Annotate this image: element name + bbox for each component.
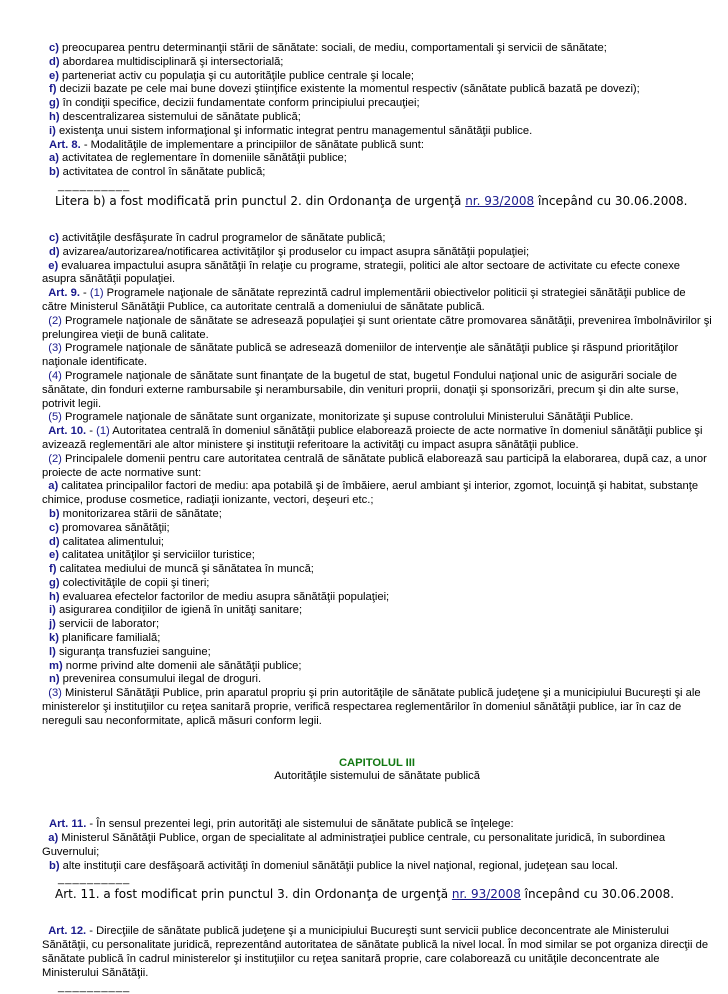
article-9-paragraph-3: (3) Programele naţionale de sănătate publică se adresează domeniilor de intervenţie ale sănătăţii publice şi răspund priorităţilor naţionale identificate. <box>42 342 679 369</box>
list-item: d) avizarea/autorizarea/notificarea activităţilor şi produselor cu impact asupra sănătăţii populaţiei; <box>49 245 530 258</box>
list-item: i) asigurarea condiţiilor de igienă în unităţi sanitare; <box>49 604 303 617</box>
chapter-subtitle: Autorităţile sistemului de sănătate publică <box>274 770 480 783</box>
article-9-paragraph-5: (5) Programele naţionale de sănătate sunt organizate, monitorizate şi supuse controlului Ministerului Sănătăţii Publice. <box>48 411 634 424</box>
list-item: e) parteneriat activ cu populaţia şi cu autorităţile publice centrale şi locale; <box>49 69 415 82</box>
list-item: g) colectivităţile de copii şi tineri; <box>49 576 210 589</box>
list-item: c) promovarea sănătăţii; <box>49 521 170 534</box>
article-9-paragraph-2: (2) Programele naţionale de sănătate se adresează populaţiei şi sunt orientate către promovarea sănătăţii, prevenirea îmbolnăvirilor şi prelungirea vieţii de bună calitate. <box>42 314 712 341</box>
list-item: g) în condiţii specifice, decizii fundamentate conform principiului precauţiei; <box>49 97 420 110</box>
list-item: c) preocuparea pentru determinanţii stării de sănătate: sociali, de mediu, comportamentali şi servicii de sănătate; <box>49 42 607 54</box>
list-item: a) calitatea principalilor factori de mediu: apa potabilă şi de îmbăiere, aerul ambiant şi interior, zgomot, locuinţă şi habitat, substanţe chimice, produse cosmetice, radiaţii ionizante, vectori, deşeuri etc.; <box>42 480 699 507</box>
list-item: n) prevenirea consumului ilegal de droguri. <box>49 673 262 686</box>
list-item: i) existenţa unui sistem informaţional şi informatic integrat pentru managementul sănătăţii publice. <box>49 124 533 137</box>
principles-list <box>42 42 712 139</box>
list-item: h) evaluarea efectelor factorilor de mediu asupra sănătăţii populaţiei; <box>49 590 390 603</box>
document-page <box>42 42 712 994</box>
article-9-paragraph-4: (4) Programele naţionale de sănătate sunt finanţate de la bugetul de stat, bugetul Fondului naţional unic de asigurări sociale de sănătate, din fonduri externe rambursabile şi nerambursabile, din venituri proprii, donaţii şi sponsorizări, precum şi din alte surse, potrivit legii. <box>42 369 679 410</box>
list-item: c) activităţile desfăşurate în cadrul programelor de sănătate publică; <box>49 231 386 244</box>
article-10-paragraph-3: (3) Ministerul Sănătăţii Publice, prin aparatul propriu şi prin autorităţile de sănătate publică judeţene şi a municipiului Bucureşti şi ale ministerelor şi instituţiilor cu reţea sanitară proprie, verifică respectarea reglementărilor în domeniul sănătăţii publice, iar în caz de nereguli sau neconformitate, aplică măsuri conform legii. <box>42 687 701 727</box>
list-item: m) norme privind alte domenii ale sănătăţii publice; <box>49 659 302 672</box>
list-item: b) alte instituţii care desfăşoară activităţi în domeniul sănătăţii publice la nivel naţional, regional, judeţean sau local. <box>49 859 619 872</box>
list-item: a) activitatea de reglementare în domeniile sănătăţii publice; <box>49 152 347 165</box>
article-10-paragraph-1: Art. 10. - (1) Autoritatea centrală în domeniul sănătăţii publice elaborează proiecte de acte normative în domeniul sănătăţii publice şi avizează reglementări ale altor ministere şi instituţii referitoare la activităţi cu impact asupra sănătăţii publice. <box>42 425 703 451</box>
amendment-note: Litera b) a fost modificată prin punctul 2. din Ordonanţa de urgenţă nr. 93/2008 începând cu 30.06.2008. <box>55 193 688 208</box>
list-item: b) monitorizarea stării de sănătate; <box>49 507 222 520</box>
amendment-note: Art. 11. a fost modificat prin punctul 3. din Ordonanţa de urgenţă nr. 93/2008 începând cu 30.06.2008. <box>55 887 675 902</box>
list-item: e) evaluarea impactului asupra sănătăţii în relaţie cu programe, strategii, politici ale altor sectoare de activitate cu efecte conexe asupra sănătăţii populaţiei. <box>42 259 681 286</box>
list-item: l) siguranţa transfuziei sanguine; <box>49 645 211 658</box>
list-item: d) calitatea alimentului; <box>49 535 165 548</box>
separator-line: __________ <box>58 980 131 993</box>
list-item: a) Ministerul Sănătăţii Publice, organ de specialitate al administraţiei publice centrale, cu personalitate juridică, în subordinea Guvernului; <box>42 832 666 858</box>
list-item: j) servicii de laborator; <box>49 618 160 631</box>
separator-line: __________ <box>58 179 131 192</box>
list-item: f) decizii bazate pe cele mai bune dovezi ştiinţifice existente la momentul respectiv (sănătate publică bazată pe dovezi); <box>49 83 640 96</box>
ordinance-link[interactable]: nr. 93/2008 <box>451 887 521 902</box>
list-item: f) calitatea mediului de muncă şi sănătatea în muncă; <box>49 563 314 576</box>
article-10-paragraph-2: (2) Principalele domenii pentru care autoritatea centrală de sănătate publică elaborează sau participă la elaborarea, după caz, a unor proiecte de acte normative sunt: <box>42 452 707 479</box>
separator-line: __________ <box>58 873 131 886</box>
article-11-heading: Art. 11. - În sensul prezentei legi, prin autorităţi ale sistemului de sănătate publică se înţelege: <box>49 818 514 831</box>
list-item: h) descentralizarea sistemului de sănătate publică; <box>49 110 301 123</box>
list-item: b) activitatea de control în sănătate publică; <box>49 166 266 179</box>
article-9-paragraph-1: Art. 9. - (1) Programele naţionale de sănătate reprezintă cadrul implementării obiectivelor politicii şi strategiei sănătăţii publice de către Ministerul Sănătăţii Publice, ca autoritate centrală a domeniului de sănătate publică. <box>42 287 686 313</box>
ordinance-link[interactable]: nr. 93/2008 <box>465 193 535 208</box>
list-item: k) planificare familială; <box>49 632 161 645</box>
article-12-paragraph: Art. 12. - Direcţiile de sănătate publică judeţene şi a municipiului Bucureşti sunt servicii publice deconcentrate ale Ministerului Sănătăţii, cu personalitate juridică, reprezentând autoritatea de sănătate publică la nivel local. În mod similar se pot organiza direcţii de sănătate publică în cadrul ministerelor şi instituţiilor cu reţea sanitară proprie, care colaborează cu unităţile deconcentrate ale Ministerului Sănătăţii. <box>42 925 709 979</box>
list-item: e) calitatea unităţilor şi serviciilor turistice; <box>49 549 255 562</box>
list-item: d) abordarea multidisciplinară şi intersectorială; <box>49 55 284 68</box>
chapter-title: CAPITOLUL III <box>338 756 416 769</box>
article-8-heading: Art. 8. - Modalităţile de implementare a principiilor de sănătate publică sunt: <box>49 138 424 151</box>
